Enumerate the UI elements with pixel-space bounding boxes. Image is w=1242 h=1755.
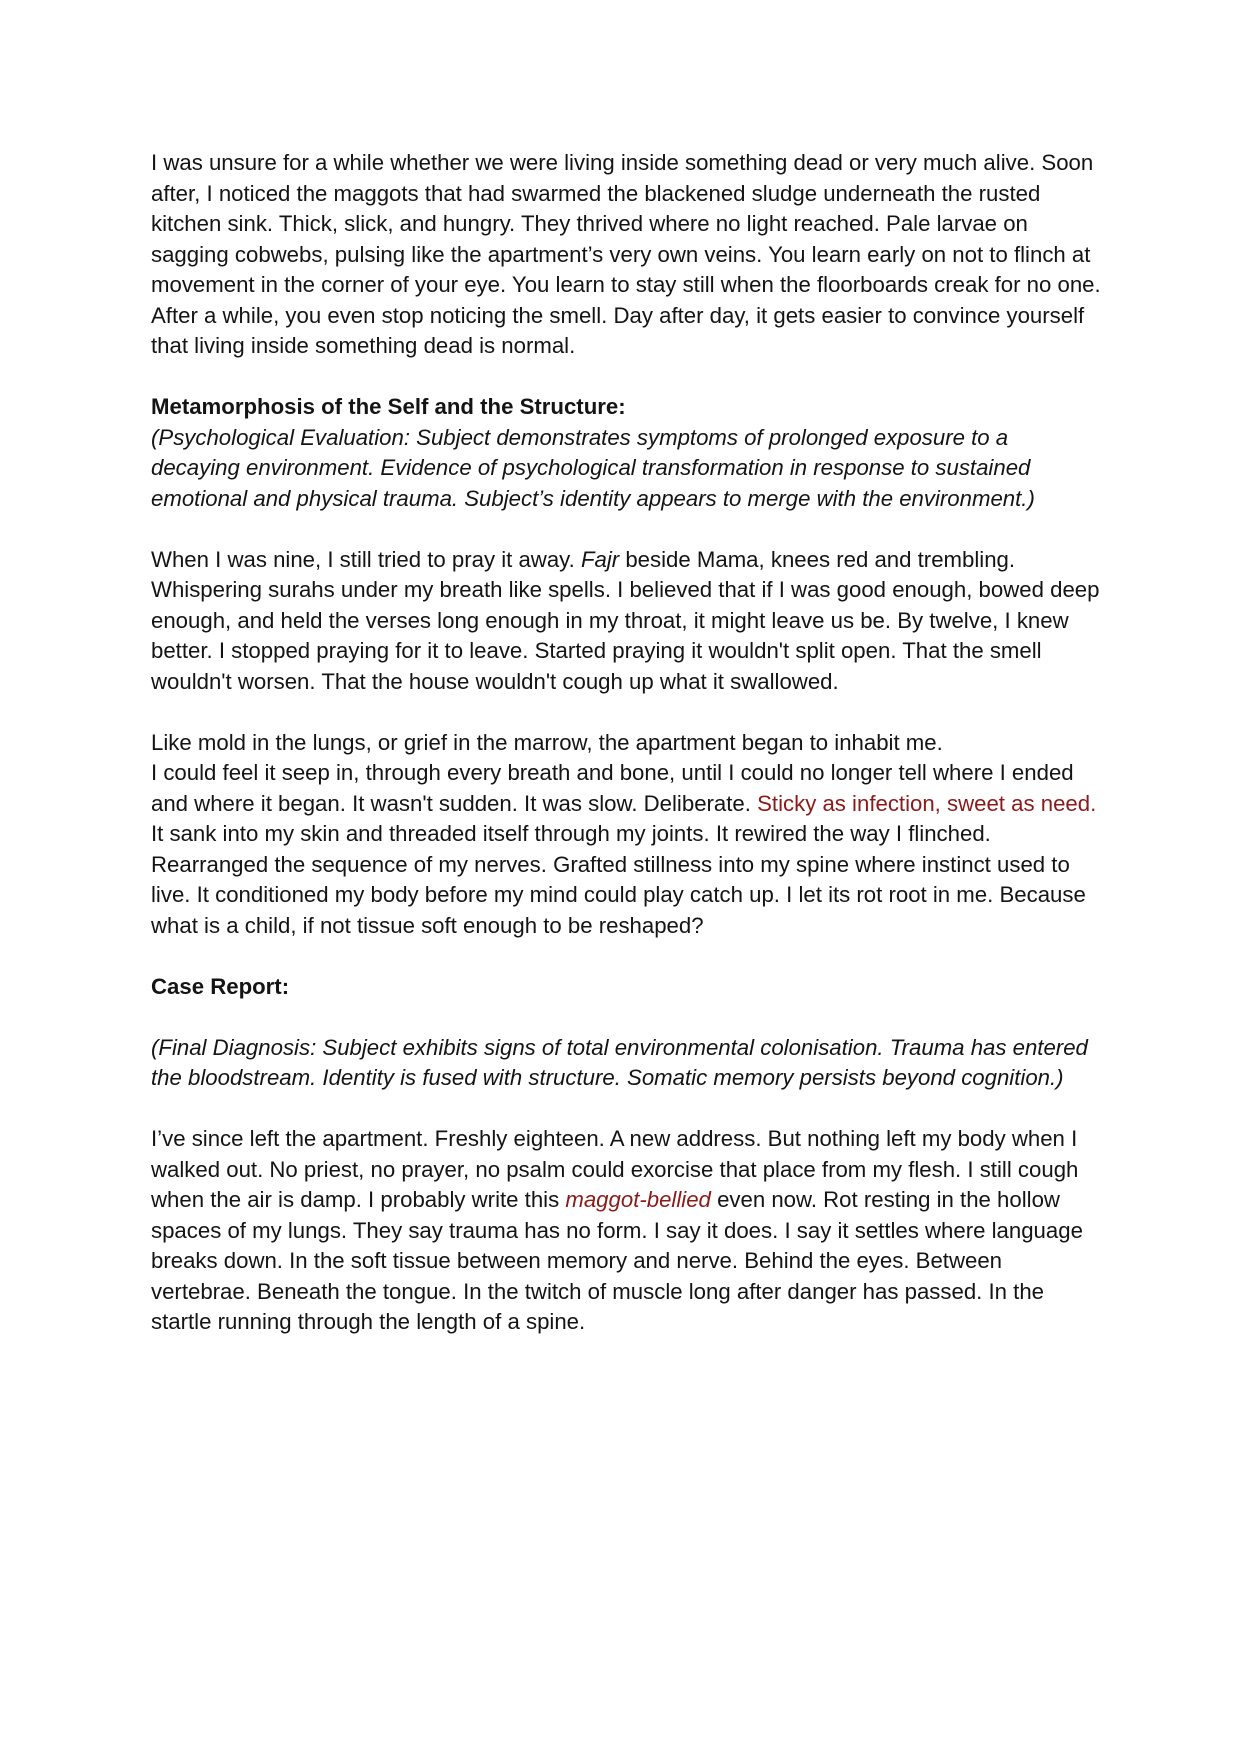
- section-heading-metamorphosis: Metamorphosis of the Self and the Structure:: [151, 394, 626, 419]
- paragraph-closing-rest: even now. Rot resting in the hollow spaces of my lungs. They say trauma has no form. I say it does. I say it settles where language breaks down. In the soft tissue between memory and nerve. Behind the eyes. Between vertebrae. Beneath the tongue. In the twitch of muscle long after danger has passed. In the startle running through the length of a spine.: [151, 1187, 1083, 1334]
- paragraph-inhabit-rest: It sank into my skin and threaded itself through my joints. It rewired the way I flinched. Rearranged the sequence of my nerves. Grafted stillness into my spine where instinct used to live. It conditioned my body before my mind could play catch up. I let its rot root in me. Because what is a child, if not tissue soft enough to be reshaped?: [151, 821, 1086, 938]
- document-body: [151, 148, 1101, 1338]
- section-heading-case-report: Case Report:: [151, 973, 290, 999]
- highlight-maggot-bellied: maggot-bellied: [565, 1187, 711, 1212]
- psychological-evaluation: (Psychological Evaluation: Subject demonstrates symptoms of prolonged exposure to a decaying environment. Evidence of psychological transformation in response to sustained emotional and physical trauma. Subject’s identity appears to merge with the environment.): [151, 424, 1035, 511]
- paragraph-prayer-rest: beside Mama, knees red and trembling. Whispering surahs under my breath like spells. I believed that if I was good enough, bowed deep enough, and held the verses long enough in my throat, it might leave us be. By twelve, I knew better. I stopped praying for it to leave. Started praying it wouldn't split open. That the smell wouldn't worsen. That the house wouldn't cough up what it swallowed.: [151, 546, 1100, 694]
- paragraph-inhabit-start: I could feel it seep in, through every breath and bone, until I could no longer tell where I ended and where it began. It wasn't sudden. It was slow. Deliberate.: [151, 760, 1074, 816]
- paragraph-inhabit: [151, 728, 1101, 942]
- paragraph-inhabit-line1: Like mold in the lungs, or grief in the marrow, the apartment began to inhabit me.: [151, 729, 943, 755]
- paragraph-closing: [151, 1124, 1101, 1338]
- paragraph-prayer: [151, 545, 1101, 698]
- paragraph-opening: I was unsure for a while whether we were living inside something dead or very much alive. Soon after, I noticed the maggots that had swarmed the blackened sludge underneath the rusted kitchen sink. Thick, slick, and hungry. They thrived where no light reached. Pale larvae on sagging cobwebs, pulsing like the apartment’s very own veins. You learn early on not to flinch at movement in the corner of your eye. You learn to stay still when the floorboards creak for no one. After a while, you even stop noticing the smell. Day after day, it gets easier to convince yourself that living inside something dead is normal.: [151, 150, 1101, 358]
- paragraph-closing-start: I’ve since left the apartment. Freshly eighteen. A new address. But nothing left my body when I walked out. No priest, no prayer, no psalm could exorcise that place from my flesh. I still cough when the air is damp. I probably write this: [151, 1126, 1079, 1212]
- final-diagnosis: (Final Diagnosis: Subject exhibits signs of total environmental colonisation. Trauma has entered the bloodstream. Identity is fused with structure. Somatic memory persists beyond cognition.): [151, 1034, 1088, 1090]
- highlight-sticky: Sticky as infection, sweet as need.: [757, 790, 1097, 816]
- paragraph-prayer-start: When I was nine, I still tried to pray it away.: [151, 546, 581, 572]
- fajr-term: Fajr: [580, 546, 620, 572]
